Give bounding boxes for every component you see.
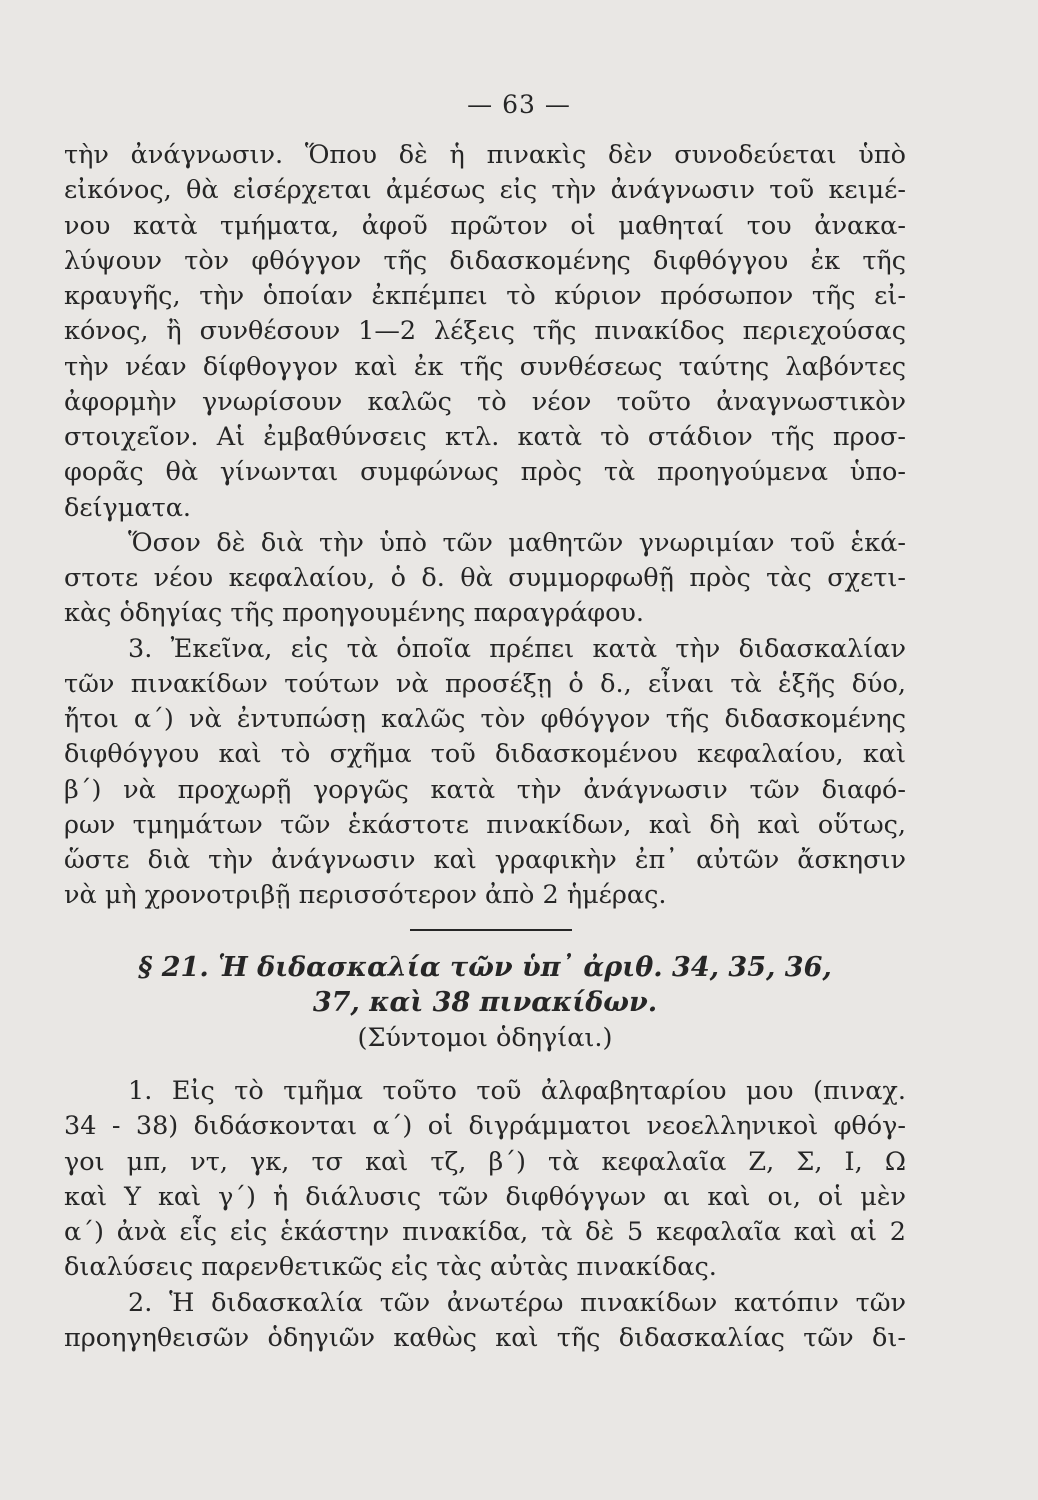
text-line: καὶ Υ καὶ γ΄) ἡ διάλυσις τῶν διφθόγγων αι καὶ οι, οἱ μὲν — [64, 1181, 906, 1212]
heading-line-2: 37, καὶ 38 πινακίδων. — [312, 987, 658, 1019]
text-line: τῶν πινακίδων τούτων νὰ προσέξῃ ὁ δ., εἶναι τὰ ἑξῆς δύο, — [64, 668, 906, 699]
heading-subtitle: (Σύντομοι ὁδηγίαι.) — [357, 1022, 613, 1053]
text-line: κραυγῆς, τὴν ὁποίαν ἐκπέμπει τὸ κύριον πρόσωπον τῆς εἰ- — [64, 281, 906, 311]
text-line: δείγματα. — [64, 492, 192, 523]
text-line: ὥστε διὰ τὴν ἀνάγνωσιν καὶ γραφικὴν ἐπ᾽ αὐτῶν ἄσκησιν — [64, 845, 906, 875]
text-line: εἰκόνος, θὰ εἰσέρχεται ἀμέσως εἰς τὴν ἀνάγνωσιν τοῦ κειμέ- — [64, 175, 906, 206]
section-heading — [64, 950, 906, 1056]
text-line: διαλύσεις παρενθετικῶς εἰς τὰς αὐτὰς πινακίδας. — [64, 1252, 717, 1283]
text-line: διφθόγγου καὶ τὸ σχῆμα τοῦ διδασκομένου κεφαλαίου, καὶ — [64, 739, 906, 770]
text-line: στοτε νέου κεφαλαίου, ὁ δ. θὰ συμμορφωθῇ πρὸς τὰς σχετι- — [64, 563, 906, 593]
text-line: Ὅσον δὲ διὰ τὴν ὑπὸ τῶν μαθητῶν γνωριμίαν τοῦ ἑκά- — [128, 527, 906, 558]
text-line: ἤτοι α΄) νὰ ἐντυπώσῃ καλῶς τὸν φθόγγον τῆς διδασκομένης — [64, 704, 906, 734]
text-line: νου κατὰ τμήματα, ἀφοῦ πρῶτον οἱ μαθηταί του ἀνακα- — [64, 210, 906, 241]
text-line: φορᾶς θὰ γίνωνται συμφώνως πρὸς τὰ προηγούμενα ὑπο- — [64, 457, 906, 488]
text-line: 3. Ἐκεῖνα, εἰς τὰ ὁποῖα πρέπει κατὰ τὴν διδασκαλίαν — [128, 633, 906, 664]
text-line: ρων τμημάτων τῶν ἑκάστοτε πινακίδων, καὶ δὴ καὶ οὕτως, — [64, 809, 906, 840]
text-line: κὰς ὁδηγίας τῆς προηγουμένης παραγράφου. — [64, 598, 645, 629]
text-line: στοιχεῖον. Αἱ ἐμβαθύνσεις κτλ. κατὰ τὸ στάδιον τῆς προσ- — [64, 422, 906, 452]
text-line: κόνος, ἢ συνθέσουν 1—2 λέξεις τῆς πινακίδος περιεχούσας — [64, 316, 906, 347]
text-line: γοι μπ, ντ, γκ, τσ καὶ τζ, β΄) τὰ κεφαλαῖα Ζ, Σ, Ι, Ω — [64, 1146, 906, 1177]
text-line: 1. Εἰς τὸ τμῆμα τοῦτο τοῦ ἀλφαβηταρίου μου (πιναχ. — [128, 1076, 906, 1106]
text-line: τὴν ἀνάγνωσιν. Ὅπου δὲ ἡ πινακὶς δὲν συνοδεύεται ὑπὸ — [64, 140, 906, 170]
body-text-block-1 — [64, 138, 906, 914]
body-text-block-2 — [64, 1074, 906, 1356]
text-line: λύψουν τὸν φθόγγον τῆς διδασκομένης διφθόγγου ἐκ τῆς — [64, 245, 906, 276]
text-line: τὴν νέαν δίφθογγον καὶ ἐκ τῆς συνθέσεως ταύτης λαβόντες — [64, 351, 906, 382]
text-line: β΄) νὰ προχωρῇ γοργῶς κατὰ τὴν ἀνάγνωσιν τῶν διαφό- — [64, 774, 906, 805]
heading-line-1: § 21. Ἡ διδασκαλία τῶν ὑπ᾽ ἀριθ. 34, 35, 36, — [138, 952, 832, 983]
section-divider — [410, 929, 572, 931]
text-line: 2. Ἡ διδασκαλία τῶν ἀνωτέρω πινακίδων κατόπιν τῶν — [128, 1287, 906, 1318]
page-number: — 63 — — [467, 90, 571, 119]
text-line: 34 - 38) διδάσκονται α΄) οἱ διγράμματοι νεοελληνικοὶ φθόγ- — [64, 1111, 906, 1142]
text-line: α΄) ἀνὰ εἷς εἰς ἑκάστην πινακίδα, τὰ δὲ 5 κεφαλαῖα καὶ αἱ 2 — [64, 1217, 906, 1247]
text-line: ἀφορμὴν γνωρίσουν καλῶς τὸ νέον τοῦτο ἀναγνωστικὸν — [64, 386, 906, 417]
text-line: νὰ μὴ χρονοτριβῇ περισσότερον ἀπὸ 2 ἡμέρας. — [64, 880, 667, 911]
text-line: προηγηθεισῶν ὁδηγιῶν καθὼς καὶ τῆς διδασκαλίας τῶν δι- — [64, 1322, 906, 1353]
